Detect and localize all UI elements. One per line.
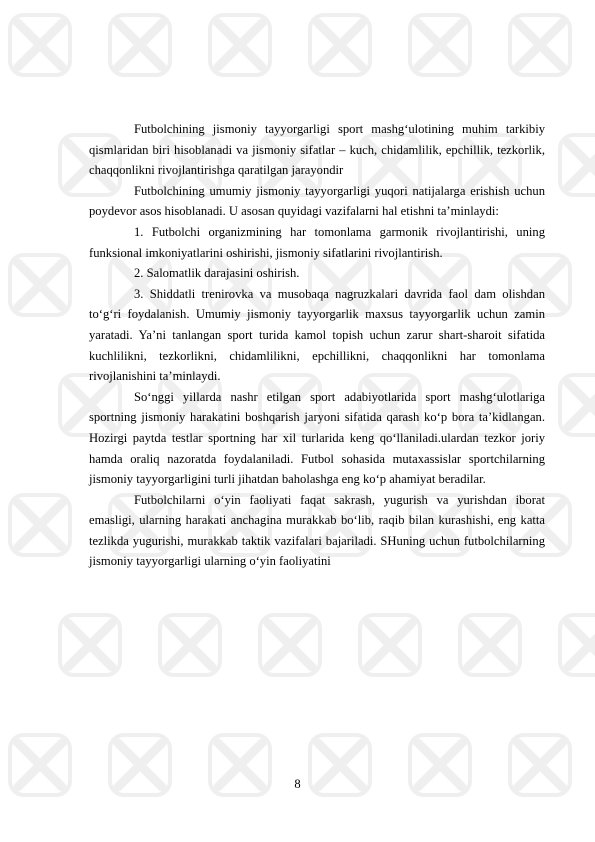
watermark-mark xyxy=(568,383,595,427)
watermark-mark xyxy=(368,623,412,667)
watermark-mark xyxy=(568,143,595,187)
watermark-mark xyxy=(60,615,120,675)
watermark-mark xyxy=(18,23,62,67)
watermark-mark xyxy=(410,15,470,75)
paragraph-4: 2. Salomatlik darajasini oshirish. xyxy=(134,266,300,281)
document-body xyxy=(89,119,545,572)
watermark-mark xyxy=(68,623,112,667)
paragraph-7: Futbolchilarni o‘yin faoliyati faqat sakrash, yugurish va yurishdan iborat emasligi, ularning harakati anchagina murakkab bo‘lib, raqib bilan kurashishi, eng katta tezlikda yugurishi, murakkab taktik vazifalari bajariladi. SHuning uchun futbolchilarning jismoniy tayyorgarligi ularning o‘yin faoliyatini xyxy=(89,492,545,569)
watermark-mark xyxy=(10,255,70,315)
watermark-mark xyxy=(10,15,70,75)
watermark-mark xyxy=(418,23,462,67)
watermark-mark xyxy=(460,615,520,675)
paragraph-1: Futbolchining jismoniy tayyorgarligi sport mashg‘ulotining muhim tarkibiy qismlaridan biri hisoblanadi va jismoniy sifatlar – kuch, chidamlilik, epchillik, tezkorlik, chaqqonlikni rivojlantirishga qaratilgan jarayondir xyxy=(89,122,545,178)
watermark-mark xyxy=(10,495,70,555)
paragraph-3: 1. Futbolchi organizmining har tomonlama garmonik rivojlantirishi, uning funksional imkoniyatlarini oshirishi, jismoniy sifatlarini rivojlantirish. xyxy=(89,224,545,260)
watermark-mark xyxy=(210,15,270,75)
watermark-mark xyxy=(260,615,320,675)
watermark-mark xyxy=(118,23,162,67)
watermark-mark xyxy=(110,15,170,75)
watermark-mark xyxy=(560,375,595,435)
watermark-mark xyxy=(560,135,595,195)
watermark-mark xyxy=(310,15,370,75)
watermark-mark xyxy=(518,23,562,67)
watermark-mark xyxy=(268,623,312,667)
paragraph-6: So‘nggi yillarda nashr etilgan sport adabiyotlarida sport mashg‘ulotlariga sportning jismoniy harakatini boshqarish jaryoni sifatida qarash ko‘p bora ta’kidlangan. Hozirgi paytda testlar sportning har xil turlarida keng qo‘llaniladi.ulardan tezkor joriy hamda oraliq nazoratda foydalaniladi. Futbol sohasida mutaxassislar sportchilarning jismoniy tayyorgarligini turli jihatdan baholashga eng ko‘p ahamiyat beradilar. xyxy=(89,389,545,487)
watermark-mark xyxy=(468,623,512,667)
paragraph-2: Futbolchining umumiy jismoniy tayyorgarligi yuqori natijalarga erishish uchun poydevor asos hisoblanadi. U asosan quyidagi vazifalarni hal etishni ta’minlaydi: xyxy=(89,183,545,219)
watermark-mark xyxy=(18,503,62,547)
watermark-mark xyxy=(160,615,220,675)
watermark-mark xyxy=(318,23,362,67)
watermark-mark xyxy=(168,623,212,667)
watermark-mark xyxy=(360,615,420,675)
watermark-mark xyxy=(510,15,570,75)
watermark-mark xyxy=(218,23,262,67)
watermark-mark xyxy=(568,623,595,667)
watermark-mark xyxy=(560,615,595,675)
watermark-mark xyxy=(18,263,62,307)
paragraph-5: 3. Shiddatli trenirovka va musobaqa nagruzkalari davrida faol dam olishdan to‘g‘ri foydalanish. Umumiy jismoniy tayyorgarlik maxsus tayyorgarlik uchun zamin yaratadi. Ya’ni tanlangan sport turida kamol topish uchun zarur shart-sharoit sifatida kuchlilikni, tezkorlikni, chidamlilikni, epchillikni, chaqqonlikni har tomonlama rivojlanishini ta’minlaydi. xyxy=(89,286,545,384)
page-number: 8 xyxy=(294,777,301,791)
